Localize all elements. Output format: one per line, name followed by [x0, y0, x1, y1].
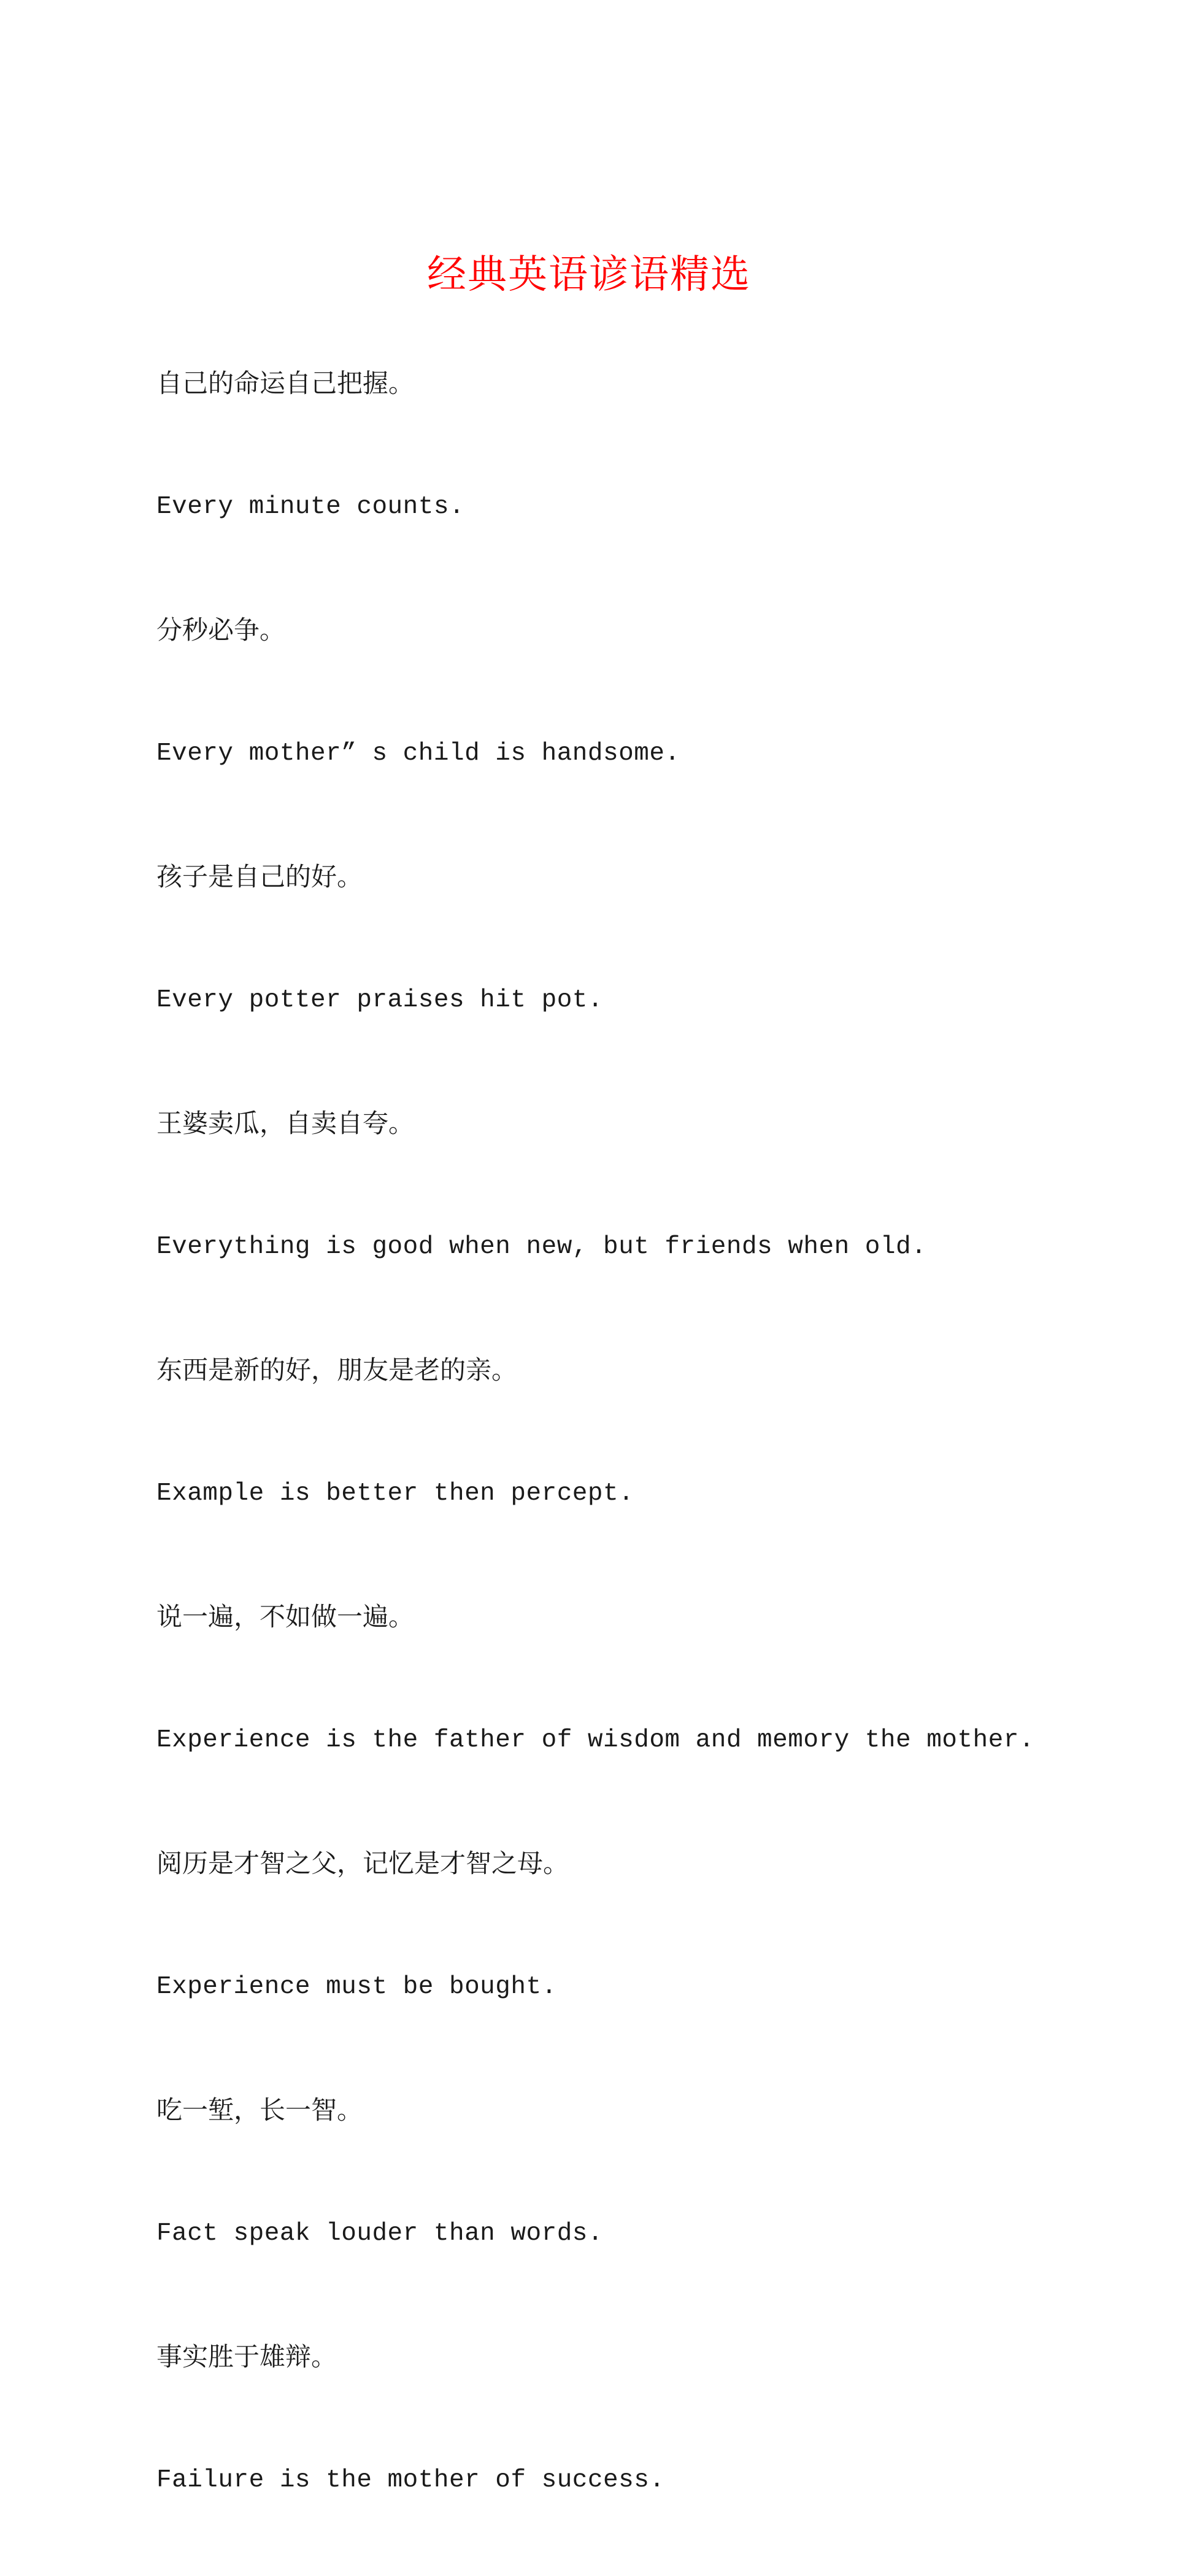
proverb-line: 说一遍，不如做一遍。 [156, 1602, 415, 1632]
proverb-line: 自己的命运自己把握。 [156, 368, 415, 398]
document-title: 经典英语谚语精选 [427, 252, 751, 298]
proverb-line: Every mother” s child is handsome. [156, 739, 680, 768]
proverb-line: Experience must be bought. [156, 1973, 557, 2001]
proverb-line: Example is better then percept. [156, 1479, 634, 1508]
proverb-list [156, 356, 1114, 2576]
proverb-line: Every potter praises hit pot. [156, 986, 604, 1014]
proverb-line: 东西是新的好，朋友是老的亲。 [156, 1355, 518, 1385]
proverb-line: 阅历是才智之父，记忆是才智之母。 [156, 1848, 569, 1878]
proverb-line: 王婆卖瓜，自卖自夸。 [156, 1108, 415, 1138]
proverb-line: Every minute counts. [156, 493, 465, 521]
proverb-line: Experience is the father of wisdom and memory the mother. [156, 1726, 1034, 1754]
proverb-line: Fact speak louder than words. [156, 2219, 604, 2248]
proverb-line: Everything is good when new, but friends when old. [156, 1233, 927, 1261]
proverb-line: 孩子是自己的好。 [156, 862, 363, 892]
proverb-line: Failure is the mother of success. [156, 2466, 665, 2494]
proverb-line: 吃一堑，长一智。 [156, 2095, 363, 2125]
proverb-line: 分秒必争。 [156, 615, 286, 645]
proverb-line: 事实胜于雄辩。 [156, 2342, 337, 2372]
